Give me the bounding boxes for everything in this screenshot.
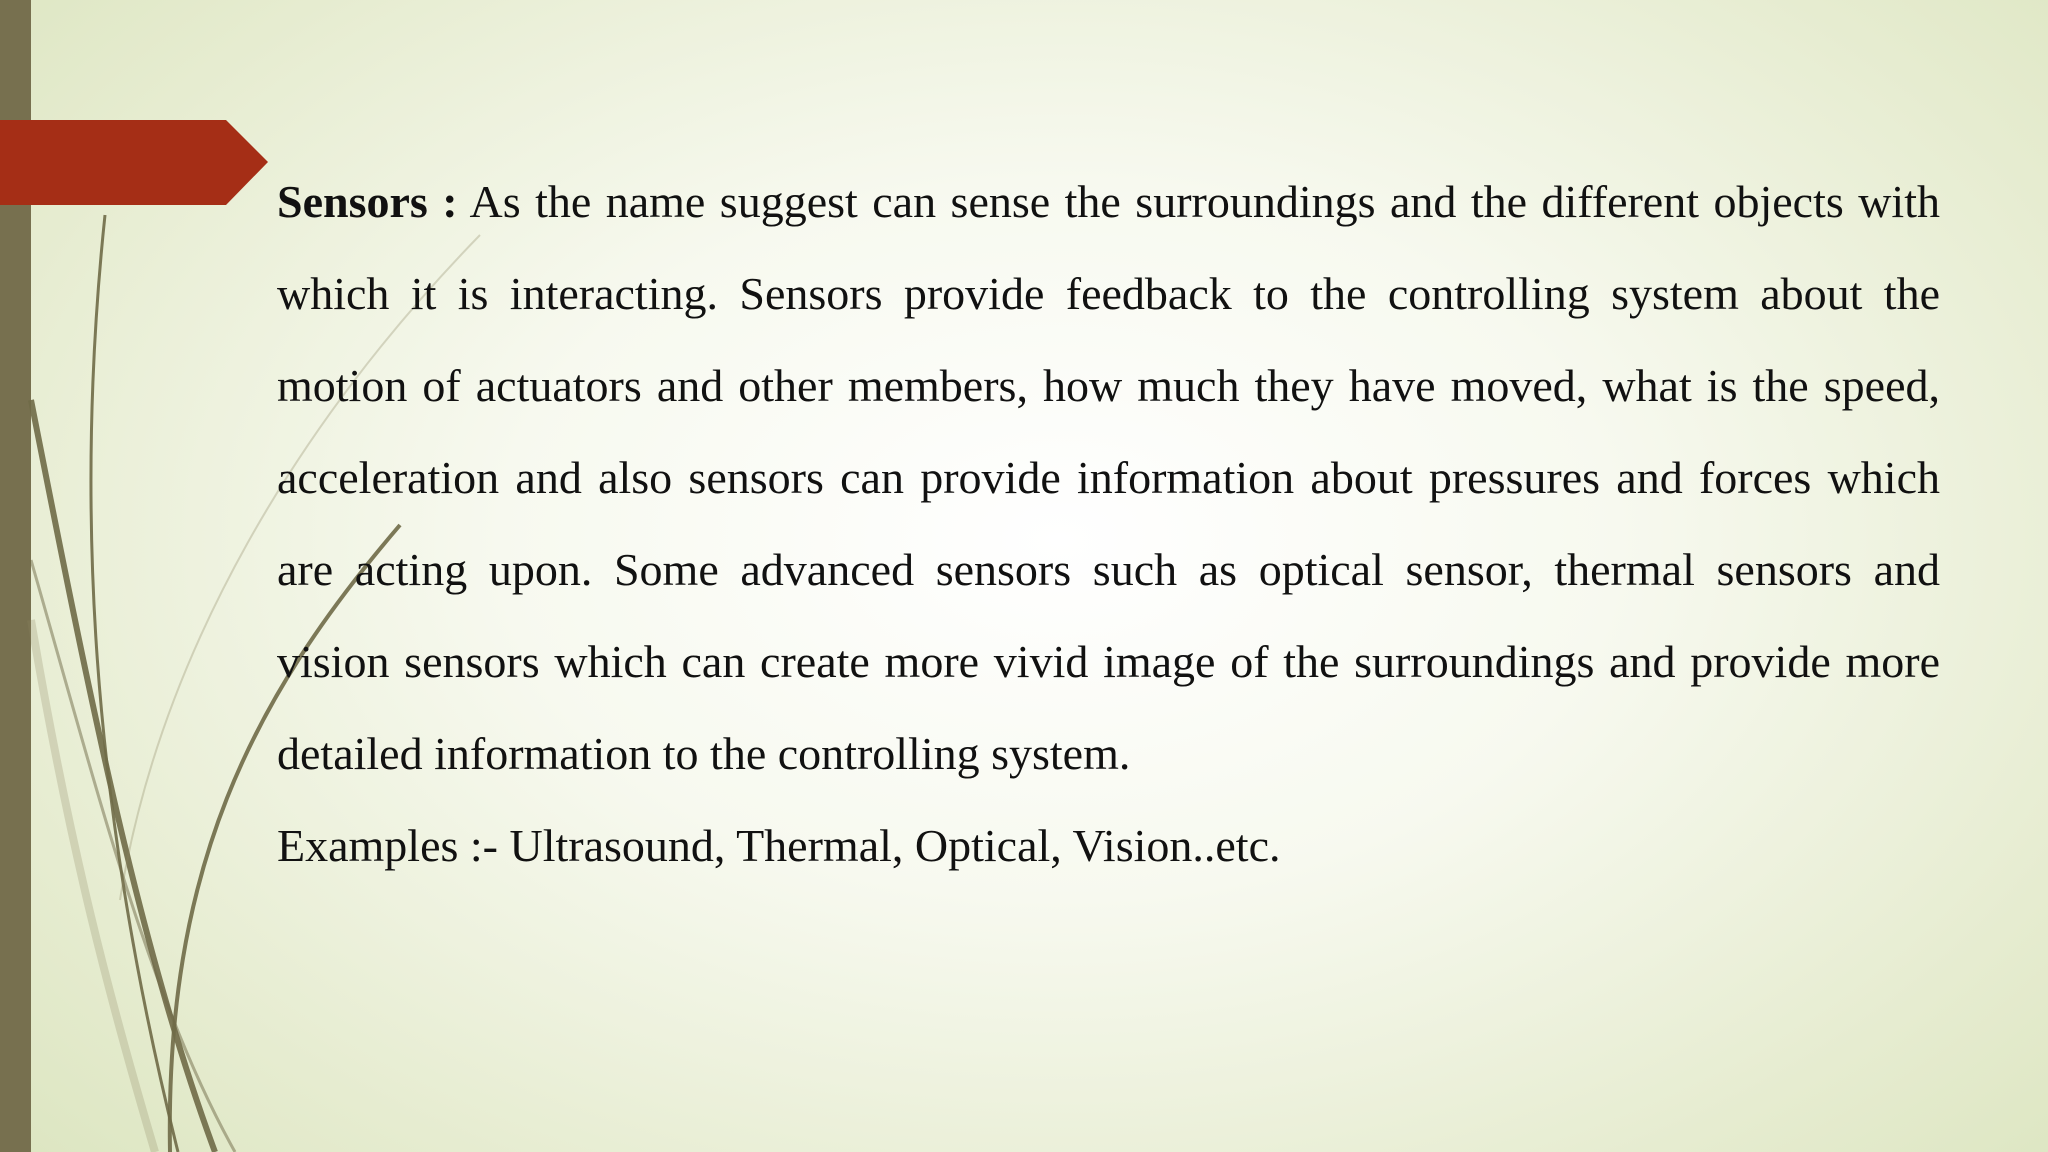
slide-content	[277, 156, 1940, 892]
sensors-description: As the name suggest can sense the surroundings and the different objects with which it is interacting. Sensors provide feedback to the controlling system about the motion of actuators and other members, how much they have moved, what is the speed, acceleration and also sensors can provide information about pressures and forces which are acting upon. Some advanced sensors such as optical sensor, thermal sensors and vision sensors which can create more vivid image of the surroundings and provide more detailed information to the controlling system.	[277, 176, 1940, 779]
sensors-label: Sensors :	[277, 176, 458, 227]
examples-line: Examples :- Ultrasound, Thermal, Optical, Vision..etc.	[277, 820, 1281, 871]
sensors-paragraph	[277, 156, 1940, 800]
red-arrow-tab-icon	[0, 120, 268, 205]
